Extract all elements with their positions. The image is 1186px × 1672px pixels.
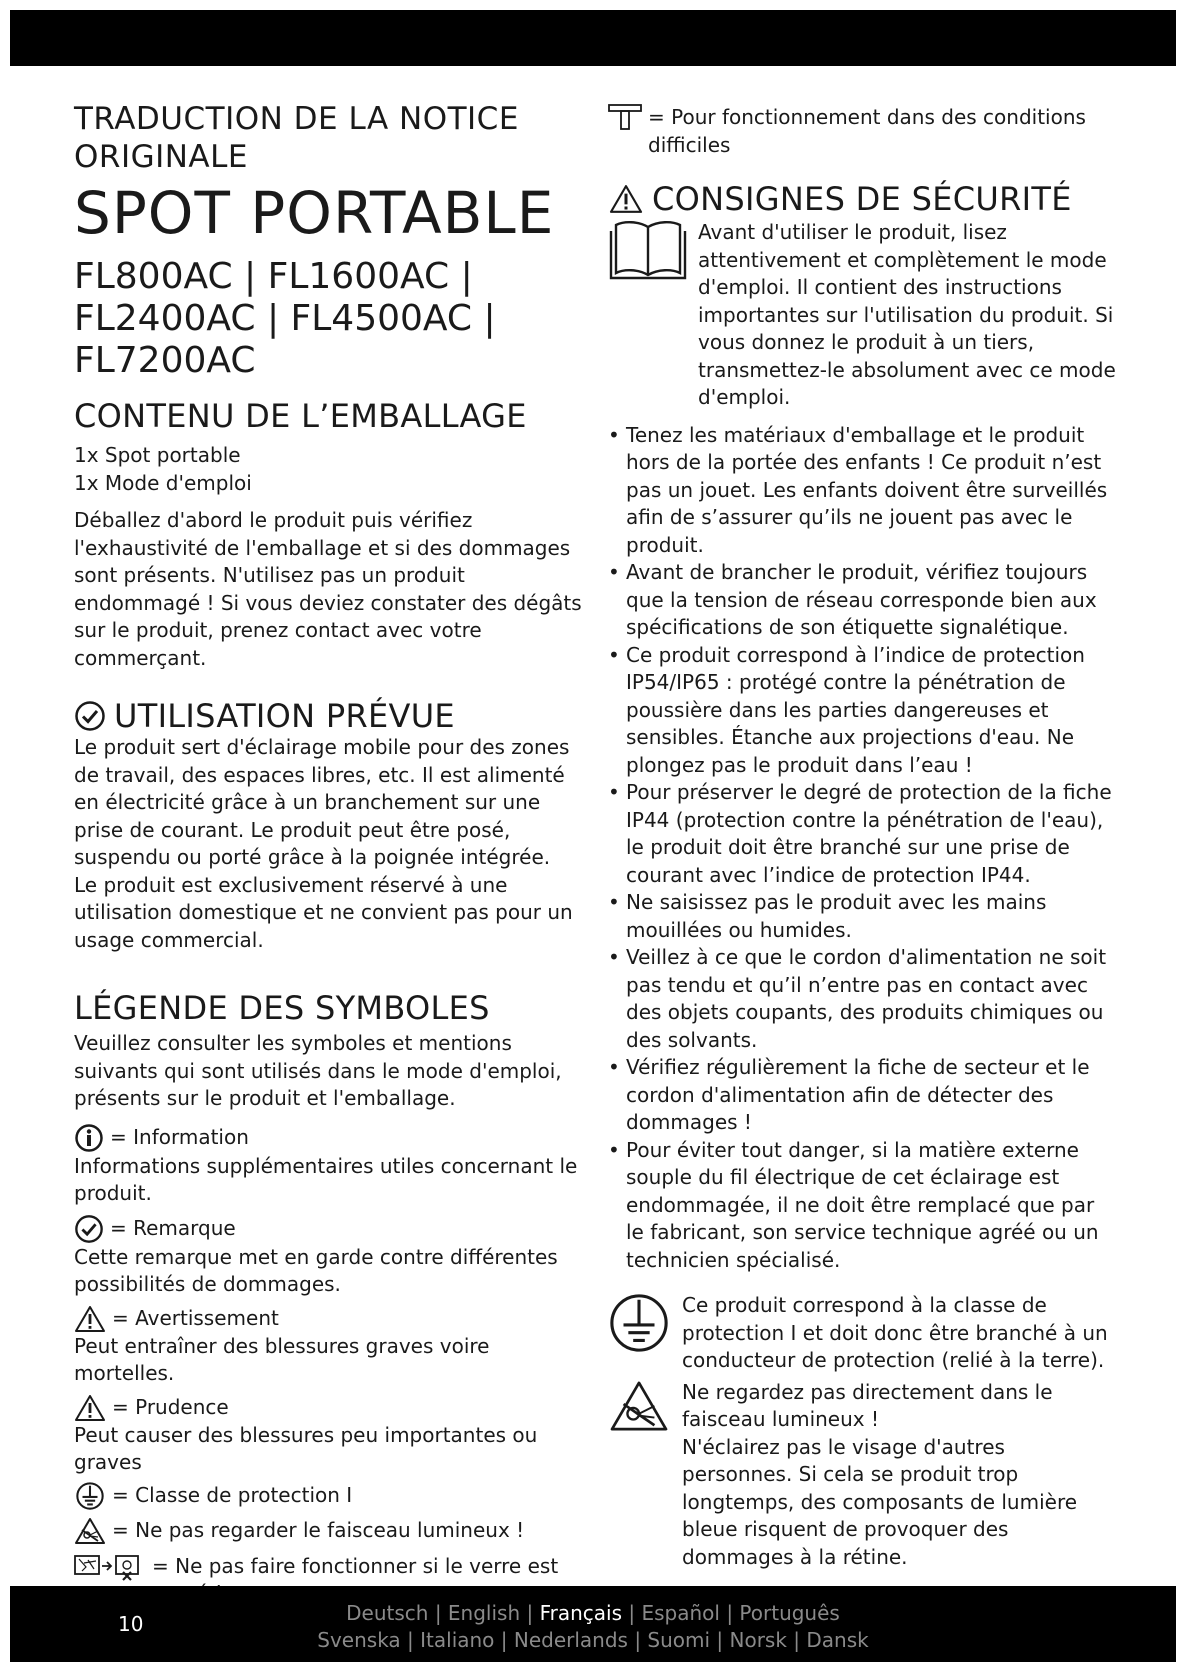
contents-item: 1x Spot portable: [74, 443, 241, 467]
contents-text: Déballez d'abord le produit puis vérifiez l'exhaustivité de l'emballage et si des dommages sont présents. N'utilisez pas un produit endommagé ! Si vous deviez constater des dégâts sur le produit, prenez contact avec votre commerçant.: [74, 508, 582, 670]
intended-use-heading: UTILISATION PRÉVUE: [114, 697, 455, 735]
nolook-label: = Ne pas regarder le faisceau lumineux !: [112, 1518, 525, 1542]
check-circle-icon: [74, 1214, 104, 1244]
language-line: [10, 1600, 1176, 1627]
document-title: SPOT PORTABLE: [74, 179, 555, 247]
broken-glass-icon: [74, 1553, 146, 1581]
nolook-text: N'éclairez pas le visage d'autres personnes. Si cela se produit trop longtemps, des composants de lumière bleue risquent de provoquer des dommages à la rétine.: [682, 1434, 1078, 1569]
warning-triangle-icon: [608, 184, 644, 214]
open-book-icon: [608, 219, 688, 281]
right-column: [608, 104, 1118, 1571]
legend-warning-row: [74, 1305, 584, 1333]
no-look-beam-icon: [74, 1517, 106, 1545]
remark-text: Cette remarque met en garde contre différentes possibilités de dommages.: [74, 1244, 558, 1296]
legend-class1-row: [74, 1481, 584, 1511]
warning-text: Peut entraîner des blessures graves voire mortelles.: [74, 1333, 490, 1385]
info-icon: [74, 1123, 104, 1153]
legend-caution-row: [74, 1394, 584, 1422]
safety-heading: CONSIGNES DE SÉCURITÉ: [652, 180, 1072, 218]
ground-protection-class-icon: [74, 1481, 106, 1511]
language-selector: [10, 1600, 1176, 1654]
language-links[interactable]: Svenska | Italiano | Nederlands | Suomi | Norsk | Dansk: [317, 1628, 869, 1652]
caution-label: = Prudence: [112, 1395, 229, 1419]
footer-bar: [10, 1586, 1176, 1662]
intended-use-text: Le produit sert d'éclairage mobile pour des zones de travail, des espaces libres, etc. Il est alimenté en électricité grâce à un branchement sur une prise de courant. Le produit peut être posé, suspendu ou porté grâce à la poignée intégrée.: [74, 735, 570, 869]
safety-bullet: • Pour éviter tout danger, si la matière externe souple du fil électrique de cet éclairage est endommagée, il ne doit être remplacé que par le fabricant, son service technique agréé ou un technicien spécialisé.: [608, 1137, 1118, 1275]
document-subtitle: TRADUCTION DE LA NOTICE ORIGINALE: [74, 101, 519, 175]
legend-rough-conditions-row: [608, 104, 1118, 159]
ground-protection-class-icon: [608, 1292, 670, 1354]
broken-glass-label: = Ne pas faire fonctionner si le verre est: [152, 1553, 559, 1578]
nolook-text-block: [682, 1379, 1118, 1572]
language-links[interactable]: Deutsch | English |: [346, 1601, 540, 1625]
safety-bullet: • Avant de brancher le produit, vérifiez toujours que la tension de réseau corresponde bien aux spécifications de son étiquette signalétique.: [608, 559, 1118, 642]
page-number: 10: [118, 1612, 144, 1636]
legend-intro: Veuillez consulter les symboles et mentions suivants qui sont utilisés dans le mode d'emploi, présents sur le produit et l'emballage.: [74, 1031, 562, 1110]
safety-heading-row: [608, 181, 1118, 217]
legend-information-row: [74, 1123, 584, 1153]
caution-triangle-icon: [74, 1394, 106, 1422]
caution-text: Peut causer des blessures peu importantes ou graves: [74, 1422, 538, 1474]
legend-heading: LÉGENDE DES SYMBOLES: [74, 989, 490, 1027]
manual-notice: [608, 219, 1118, 412]
class1-label: = Classe de protection I: [112, 1483, 353, 1507]
no-look-beam-icon: [608, 1379, 670, 1433]
class1-text: Ce produit correspond à la classe de protection I et doit donc être branché à un conducteur de protection (relié à la terre).: [682, 1293, 1108, 1372]
model-line: FL800AC | FL1600AC |: [74, 256, 473, 297]
warning-label: = Avertissement: [112, 1306, 279, 1330]
legend-remark-row: [74, 1214, 584, 1244]
safety-bullet: • Tenez les matériaux d'emballage et le produit hors de la portée des enfants ! Ce produit n’est pas un jouet. Les enfants doivent être surveillés afin de s’assurer qu’ils ne jouent pas avec le produit.: [608, 422, 1118, 560]
language-current[interactable]: Français: [539, 1601, 623, 1625]
nolook-notice: [608, 1379, 1118, 1572]
model-line: FL2400AC | FL4500AC |: [74, 298, 496, 339]
contents-heading: CONTENU DE L’EMBALLAGE: [74, 397, 527, 435]
model-line: FL7200AC: [74, 340, 256, 381]
top-bar: [10, 10, 1176, 66]
warning-triangle-icon: [74, 1305, 106, 1333]
safety-bullet: • Veillez à ce que le cordon d'alimentation ne soit pas tendu et qu’il n’entre pas en contact avec des objets coupants, des produits chimiques ou des solvants.: [608, 944, 1118, 1054]
rough-conditions-label: = Pour fonctionnement dans des conditions difficiles: [648, 105, 1086, 157]
legend-nolook-row: [74, 1517, 584, 1545]
left-column: [74, 100, 584, 1607]
contents-item: 1x Mode d'emploi: [74, 470, 252, 495]
information-text: Informations supplémentaires utiles concernant le produit.: [74, 1153, 578, 1205]
rough-service-icon: [608, 104, 642, 130]
remark-label: = Remarque: [110, 1216, 236, 1240]
safety-bullet: • Ce produit correspond à l’indice de protection IP54/IP65 : protégé contre la pénétration de poussière dans les parties dangereuses et sensibles. Étanche aux projections d'eau. Ne plongez pas le produit dans l’eau !: [608, 642, 1118, 780]
safety-bullet: • Pour préserver le degré de protection de la fiche IP44 (protection contre la pénétration de l'eau), le produit doit être branché sur une prise de courant avec l’indice de protection IP44.: [608, 779, 1118, 889]
safety-bullet-list: [608, 422, 1118, 1275]
safety-bullet: • Ne saisissez pas le produit avec les mains mouillées ou humides.: [608, 889, 1118, 944]
intended-use-heading-row: [74, 698, 584, 734]
class1-notice: [608, 1292, 1118, 1375]
language-links[interactable]: | Español | Português: [622, 1601, 840, 1625]
manual-notice-text: Avant d'utiliser le produit, lisez attentivement et complètement le mode d'emploi. Il contient des instructions importantes sur l'utilisation du produit. Si vous donnez le produit à un tiers, transmettez-le absolument avec ce mode d'emploi.: [698, 220, 1116, 409]
safety-bullet: • Vérifiez régulièrement la fiche de secteur et le cordon d'alimentation afin de détecter des dommages !: [608, 1054, 1118, 1137]
model-list: [74, 256, 584, 382]
check-circle-icon: [74, 700, 106, 732]
information-label: = Information: [110, 1125, 249, 1149]
nolook-text: Ne regardez pas directement dans le faisceau lumineux !: [682, 1379, 1053, 1431]
intended-use-text: Le produit est exclusivement réservé à une utilisation domestique et ne convient pas pour un usage commercial.: [74, 872, 573, 952]
